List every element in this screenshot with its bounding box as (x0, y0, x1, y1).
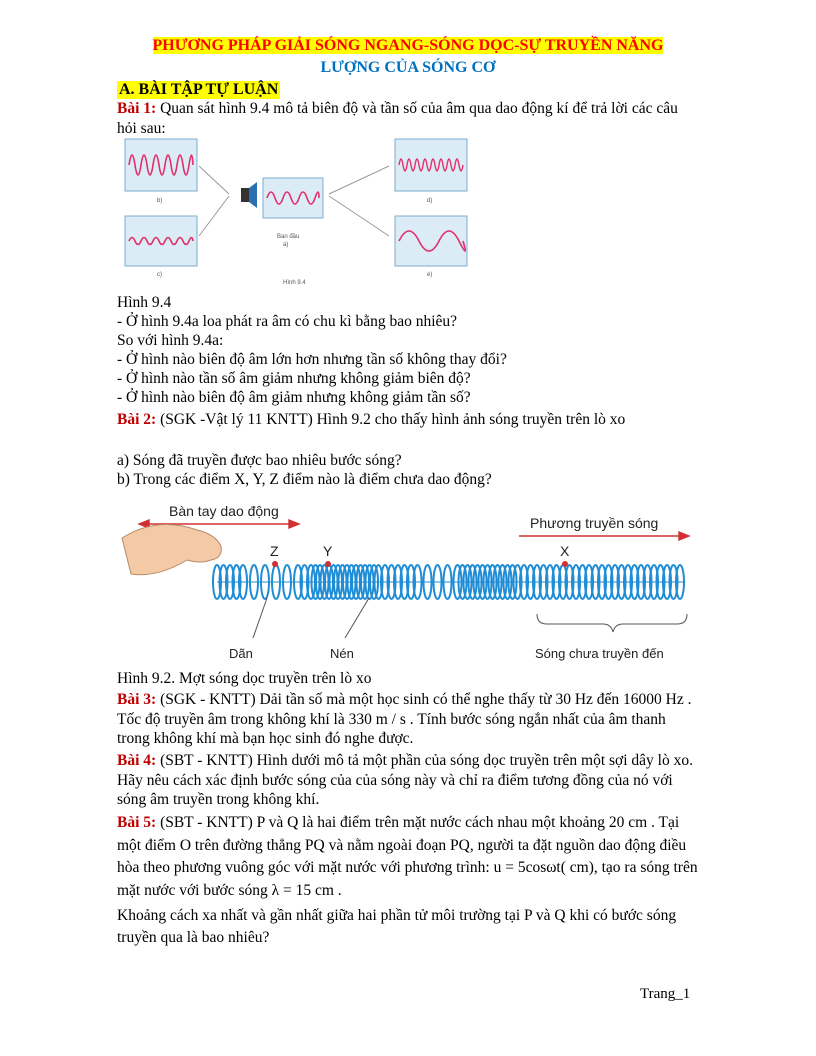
point-z (272, 561, 278, 567)
figure-9-4-caption: Hình 9.4 (117, 294, 172, 311)
point-x (562, 561, 568, 567)
page-number: Trang_1 (640, 986, 691, 1002)
exercise-2-text: (SGK -Vật lý 11 KNTT) Hình 9.2 cho thấy hình ảnh sóng truyền trên lò xo (156, 411, 626, 428)
title-line-2: LƯỢNG CỦA SÓNG CƠ (320, 59, 496, 76)
figure-9-4 (117, 136, 485, 288)
speaker-icon (241, 182, 257, 208)
label-chua: Sóng chưa truyền đến (535, 646, 664, 661)
exercise-2 (117, 410, 701, 430)
figure-small-caption: Hình 9.4 (283, 280, 306, 286)
oscilloscope-panel-e (395, 216, 467, 278)
oscilloscope-panel-a (263, 178, 323, 248)
exercise-2-a: a) Sóng đã truyền được bao nhiêu bước sóng? (117, 452, 402, 469)
exercise-3-label: Bài 3: (117, 691, 157, 708)
point-y (325, 561, 331, 567)
exercise-1 (117, 99, 701, 138)
oscilloscope-panel-c (125, 216, 197, 278)
section-heading: A. BÀI TẬP TỰ LUẬN (119, 81, 279, 98)
exercise-1-label: Bài 1: (117, 100, 157, 117)
label-x: X (560, 543, 570, 559)
label-b: b) (157, 198, 163, 204)
label-nen: Nén (330, 646, 354, 661)
exercise-5-question: Khoảng cách xa nhất và gần nhất giữa hai phần tử môi trường tại P và Q khi có bước sóng truyền qua là bao nhiêu? (117, 907, 677, 946)
exercise-4-text: (SBT - KNTT) Hình dưới mô tả một phần của sóng dọc truyền trên một sợi dây lò xo. Hãy nêu cách xác định bước sóng của của sóng này và chỉ ra điểm tương đồng của nó với sóng âm truyền trong không khí. (117, 752, 693, 808)
label-d: d) (427, 198, 433, 204)
exercise-3-text: (SGK - KNTT) Dải tần số mà một học sinh có thể nghe thấy từ 30 Hz đến 16000 Hz . Tốc độ truyền âm trong không khí là 330 m / s . Tính bước sóng ngắn nhất của âm thanh trong không khí mà bạn học sinh đó nghe được. (117, 691, 692, 747)
pointer-lines (253, 598, 369, 638)
title-line-1: PHƯƠNG PHÁP GIẢI SÓNG NGANG-SÓNG DỌC-SỰ TRUYỀN NĂNG (152, 37, 664, 54)
exercise-5-text: (SBT - KNTT) P và Q là hai điểm trên mặt nước cách nhau một khoảng 20 cm . Tại một điểm O trên đường thẳng PQ và nằm ngoài đoạn PQ, người ta đặt nguồn dao động điều hòa theo phương vuông góc với mặt nước với phương trình: u = 5cosωt( cm), tạo ra sóng trên mặt nước với bước sóng λ = 15 cm . (117, 814, 698, 899)
question-4: - Ở hình nào tần số âm giảm nhưng không giảm biên độ? (117, 370, 471, 387)
hand-icon (122, 525, 221, 575)
question-3: - Ở hình nào biên độ âm lớn hơn nhưng tần số không thay đổi? (117, 351, 507, 368)
oscilloscope-panel-d (395, 139, 467, 204)
exercise-2-b: b) Trong các điểm X, Y, Z điểm nào là điểm chưa dao động? (117, 471, 492, 488)
brace (537, 614, 687, 632)
label-e: e) (427, 272, 433, 278)
direction-label: Phương truyền sóng (530, 515, 659, 531)
label-dan: Dãn (229, 646, 253, 661)
center-sub: a) (283, 242, 289, 248)
direction-arrow (519, 532, 689, 540)
label-y: Y (323, 543, 333, 559)
question-1: - Ở hình 9.4a loa phát ra âm có chu kì bằng bao nhiêu? (117, 313, 458, 330)
exercise-5 (117, 812, 701, 902)
oscilloscope-panel-b (125, 139, 197, 204)
label-c: c) (157, 272, 162, 278)
center-label: Ban đầu (277, 234, 300, 240)
exercise-4-label: Bài 4: (117, 752, 157, 769)
figure-9-2-caption: Hình 9.2. Mợt sóng dọc truyền trên lò xo (117, 670, 372, 687)
exercise-3 (117, 690, 701, 749)
exercise-4 (117, 751, 701, 810)
exercise-1-text: Quan sát hình 9.4 mô tả biên độ và tần số của âm qua dao động kí để trả lời các câu hỏi sau: (117, 100, 678, 137)
question-5: - Ở hình nào biên độ âm giảm nhưng không giảm tần số? (117, 389, 471, 406)
label-z: Z (270, 543, 279, 559)
hand-label: Bàn tay dao động (169, 503, 279, 519)
exercise-5-label: Bài 5: (117, 814, 157, 831)
figure-9-2 (117, 498, 697, 666)
exercise-2-label: Bài 2: (117, 411, 157, 428)
question-2: So với hình 9.4a: (117, 332, 224, 349)
